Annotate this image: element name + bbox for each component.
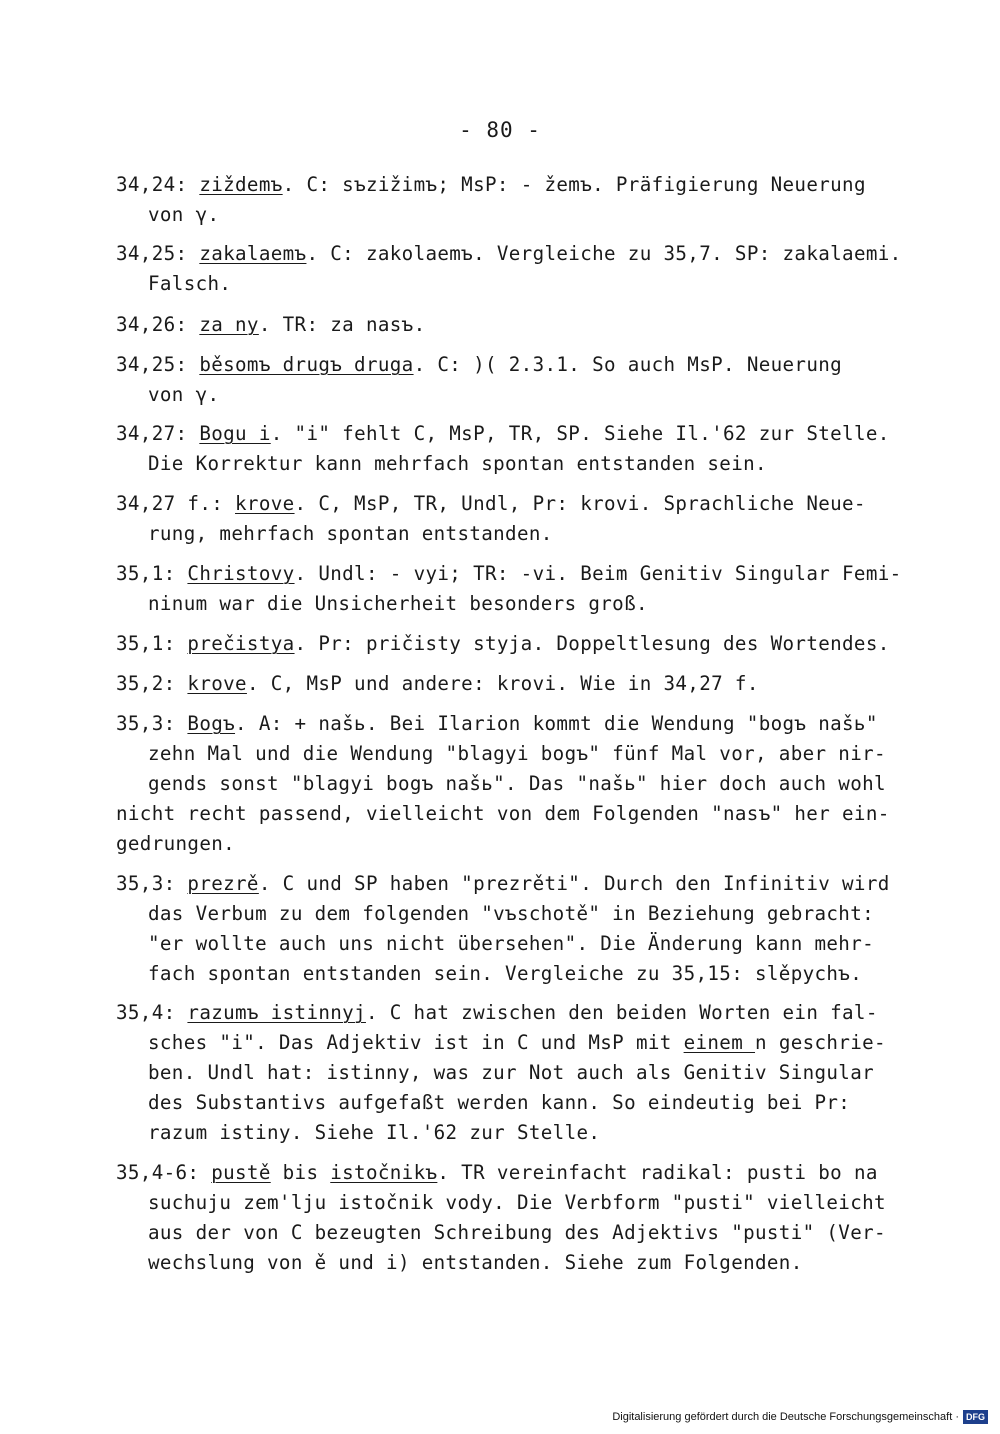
text-segment: Falsch. [148,272,232,295]
commentary-entry [116,1158,906,1278]
entry-line [116,869,906,899]
text-segment: 34,27: [116,422,200,445]
entry-line [116,669,906,699]
text-segment: aus der von C bezeugten Schreibung des Adjektivs "pusti" (Ver- [148,1221,886,1244]
lemma: pustě [211,1161,271,1184]
text-segment: ben. Undl hat: istinny, was zur Not auch als Genitiv Singular [148,1061,875,1084]
text-segment: . TR: za nasъ. [258,313,426,336]
lemma: Bogu i [199,422,271,445]
text-segment: . "i" fehlt C, MsP, TR, SP. Siehe Il.'62 zur Stelle. [270,422,890,445]
commentary-entry [116,350,906,410]
text-segment: gedrungen. [116,832,236,855]
entry-line [116,1158,906,1188]
commentary-entry [116,629,906,659]
commentary-entry [116,869,906,989]
entry-line [116,709,906,739]
entry-line [116,739,906,769]
entry-line [116,589,906,619]
text-segment: . A: + našь. Bei Ilarion kommt die Wendung "bogъ našь" [235,712,878,735]
lemma: zakalaemъ [199,242,307,265]
entry-line [116,829,906,859]
entry-line [116,1218,906,1248]
entry-line [116,769,906,799]
text-segment: 35,2: [116,672,188,695]
text-segment: 34,27 f.: [116,492,236,515]
entry-line [116,489,906,519]
entry-line [116,239,906,269]
entry-line [116,1188,906,1218]
text-segment: wechslung von ě und i) entstanden. Siehe zum Folgenden. [148,1251,803,1274]
lemma: istočnikъ [330,1161,438,1184]
lemma: prečistya [187,632,295,655]
text-segment: 35,1: [116,632,188,655]
text-segment: von γ. [148,203,220,226]
commentary-entry [116,239,906,299]
lemma: za ny [199,313,259,336]
text-segment: 35,4-6: [116,1161,212,1184]
lemma: ziždemъ [199,173,283,196]
text-segment: . C: )( 2.3.1. So auch MsP. Neuerung [413,353,843,376]
lemma: razumъ istinnyj [187,1001,366,1024]
entry-line [116,1028,906,1058]
text-segment: . C, MsP, TR, Undl, Pr: krovi. Sprachliche Neue- [294,492,866,515]
text-segment: . TR vereinfacht radikal: pusti bo na [437,1161,878,1184]
entry-line [116,350,906,380]
text-segment: 34,25: [116,242,200,265]
entry-line [116,1248,906,1278]
text-segment: zehn Mal und die Wendung "blagyi bogъ" fünf Mal vor, aber nir- [148,742,886,765]
page-number: - 80 - [459,118,541,142]
entry-line [116,200,906,230]
lemma: einem [683,1031,756,1054]
text-segment: suchuju zem'lju istočnik vody. Die Verbform "pusti" vielleicht [148,1191,886,1214]
text-segment: bis [270,1161,331,1184]
commentary-entry [116,419,906,479]
entry-line [116,380,906,410]
commentary-entry [116,310,906,340]
text-segment: . C und SP haben "prezrěti". Durch den Infinitiv wird [258,872,890,895]
text-segment: . C: sъzižimъ; MsP: - žemъ. Präfigierung Neuerung [282,173,866,196]
footer-text: Digitalisierung gefördert durch die Deutsche Forschungsgemeinschaft · [612,1411,959,1423]
commentary-entry [116,669,906,699]
entry-line [116,559,906,589]
entry-line [116,419,906,449]
text-segment: 34,24: [116,173,200,196]
text-segment: 35,3: [116,872,188,895]
entry-line [116,269,906,299]
commentary-entry [116,489,906,549]
text-segment: ninum war die Unsicherheit besonders groß. [148,592,648,615]
entry-line [116,170,906,200]
commentary-entry [116,709,906,859]
entry-line [116,629,906,659]
text-segment: razum istiny. Siehe Il.'62 zur Stelle. [148,1121,601,1144]
lemma: prezrě [187,872,259,895]
text-segment: nicht recht passend, vielleicht von dem Folgenden "nasъ" her ein- [116,802,890,825]
text-segment: 35,1: [116,562,188,585]
entry-line [116,1058,906,1088]
text-segment: . C hat zwischen den beiden Worten ein fal- [365,1001,878,1024]
entry-line [116,929,906,959]
text-segment: . Undl: - vyi; TR: -vi. Beim Genitiv Singular Femi- [294,562,902,585]
entry-line [116,519,906,549]
footer [612,1410,988,1424]
text-segment: das Verbum zu dem folgenden "vъschotě" in Beziehung gebracht: [148,902,875,925]
text-segment: . C: zakolaemъ. Vergleiche zu 35,7. SP: zakalaemi. [306,242,902,265]
text-segment: . Pr: pričisty styja. Doppeltlesung des Wortendes. [294,632,890,655]
text-segment: 35,3: [116,712,188,735]
entry-line [116,449,906,479]
text-segment: rung, mehrfach spontan entstanden. [148,522,553,545]
commentary-entry [116,998,906,1148]
dfg-logo: DFG [963,1410,988,1424]
text-segment: Die Korrektur kann mehrfach spontan entstanden sein. [148,452,767,475]
entry-line [116,899,906,929]
lemma: Bogъ [187,712,236,735]
commentary-entry [116,559,906,619]
text-segment: n geschrie- [755,1031,886,1054]
text-segment: "er wollte auch uns nicht übersehen". Die Änderung kann mehr- [148,932,875,955]
text-segment: sches "i". Das Adjektiv ist in C und MsP mit [148,1031,684,1054]
text-segment: 34,25: [116,353,200,376]
text-segment: von γ. [148,383,220,406]
lemma: krove [235,492,295,515]
text-segment: des Substantivs aufgefaßt werden kann. So eindeutig bei Pr: [148,1091,851,1114]
lemma: běsomъ drugъ druga [199,353,414,376]
text-segment: gends sonst "blagyi bogъ našь". Das "našь" hier doch auch wohl [148,772,886,795]
entry-line [116,998,906,1028]
text-segment: . C, MsP und andere: krovi. Wie in 34,27 f. [246,672,759,695]
entry-line [116,310,906,340]
text-segment: fach spontan entstanden sein. Vergleiche zu 35,15: slěpychъ. [148,962,863,985]
lemma: Christovy [187,562,295,585]
entry-line [116,1088,906,1118]
text-segment: 34,26: [116,313,200,336]
text-segment: 35,4: [116,1001,188,1024]
commentary-entry [116,170,906,230]
entry-line [116,1118,906,1148]
entry-line [116,959,906,989]
entry-line [116,799,906,829]
lemma: krove [187,672,247,695]
